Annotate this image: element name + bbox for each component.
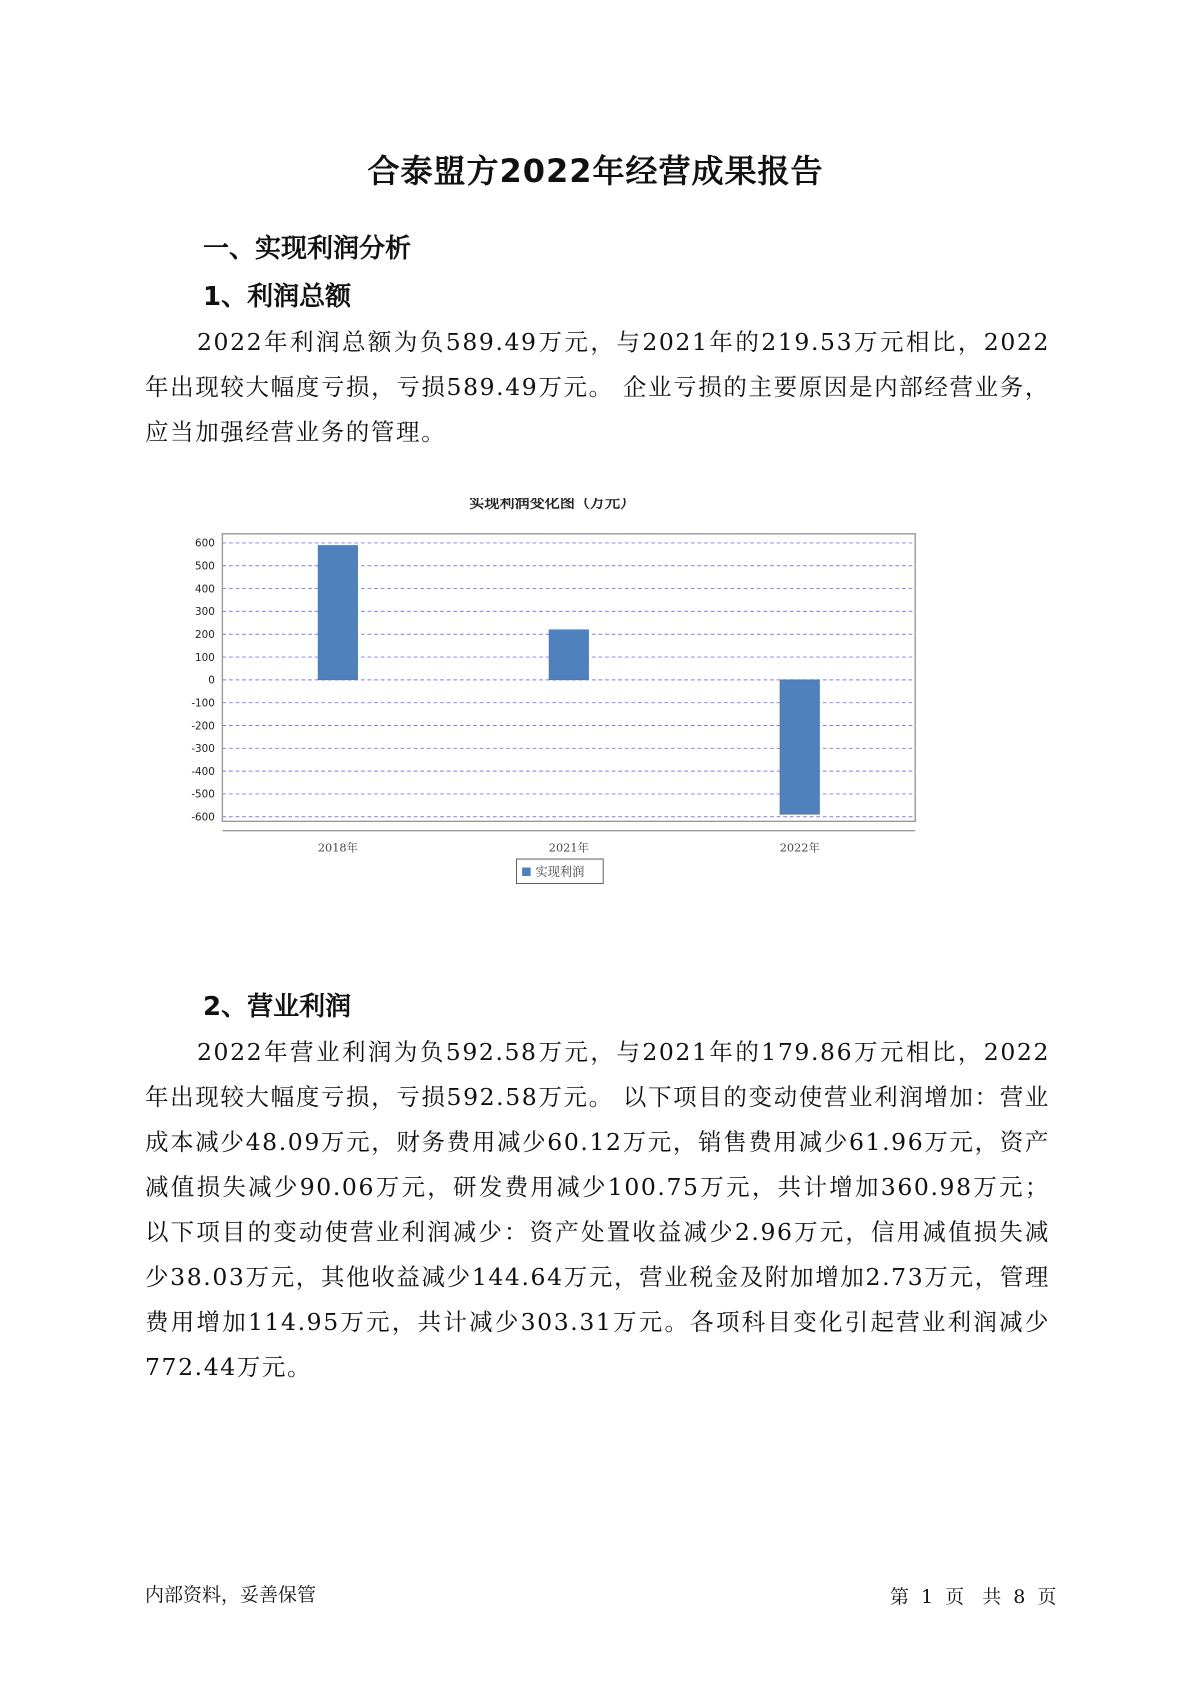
footer-page-info	[890, 1582, 1062, 1609]
y-tick-label: 0	[208, 674, 215, 687]
paragraph-profit-total: 2022年利润总额为负589.49万元，与2021年的219.53万元相比，2022年出现较大幅度亏损，亏损589.49万元。 企业亏损的主要原因是内部经营业务，应当加强经营业务的管理。	[145, 328, 1050, 446]
chart-title: 实现利润变化图（万元）	[469, 498, 636, 512]
profit-chart-svg	[140, 498, 1040, 958]
legend-label: 实现利润	[535, 864, 585, 879]
paragraph-operating-profit: 2022年营业利润为负592.58万元，与2021年的179.86万元相比，2022年出现较大幅度亏损，亏损592.58万元。 以下项目的变动使营业利润增加：营业成本减少48.09万元，财务费用减少60.12万元，销售费用减少61.96万元，资产减值损失减少90.06万元，研发费用减少100.75万元，共计增加360.98万元；以下项目的变动使营业利润减少：资产处置收益减少2.96万元，信用减值损失减少38.03万元，其他收益减少144.64万元，营业税金及附加增加2.73万元，管理费用增加114.95万元，共计减少303.31万元。各项科目变化引起营业利润减少772.44万元。	[145, 1038, 1050, 1381]
y-tick-label: 400	[195, 583, 215, 596]
subsection-heading-operating-profit: 2、营业利润	[203, 992, 352, 1022]
bar	[318, 545, 358, 679]
section-heading: 一、实现利润分析	[203, 234, 412, 264]
subsection-heading-profit-total: 1、利润总额	[203, 282, 352, 312]
footer-confidential-note: 内部资料，妥善保管	[145, 1584, 317, 1606]
y-tick-label: -300	[191, 743, 215, 756]
y-tick-label: 500	[195, 560, 215, 573]
x-tick-label: 2021年	[548, 841, 589, 855]
bar	[549, 630, 589, 680]
y-tick-label: 600	[195, 537, 215, 550]
y-tick-label: -100	[191, 697, 215, 710]
x-tick-label: 2018年	[317, 841, 358, 855]
y-tick-label: 100	[195, 651, 215, 664]
y-tick-label: 300	[195, 606, 215, 619]
profit-chart	[140, 498, 1040, 958]
footer-total-pages: 共 8 页	[982, 1586, 1057, 1608]
bar	[780, 680, 820, 815]
y-tick-label: 200	[195, 628, 215, 641]
x-tick-label: 2022年	[779, 841, 820, 855]
y-tick-label: -400	[191, 765, 215, 778]
y-tick-label: -500	[191, 788, 215, 801]
y-tick-label: -200	[191, 720, 215, 733]
legend-swatch	[522, 868, 530, 876]
page-title: 合泰盟方2022年经营成果报告	[367, 152, 824, 190]
y-tick-label: -600	[191, 811, 215, 824]
footer-page-number: 第 1 页	[890, 1586, 965, 1608]
